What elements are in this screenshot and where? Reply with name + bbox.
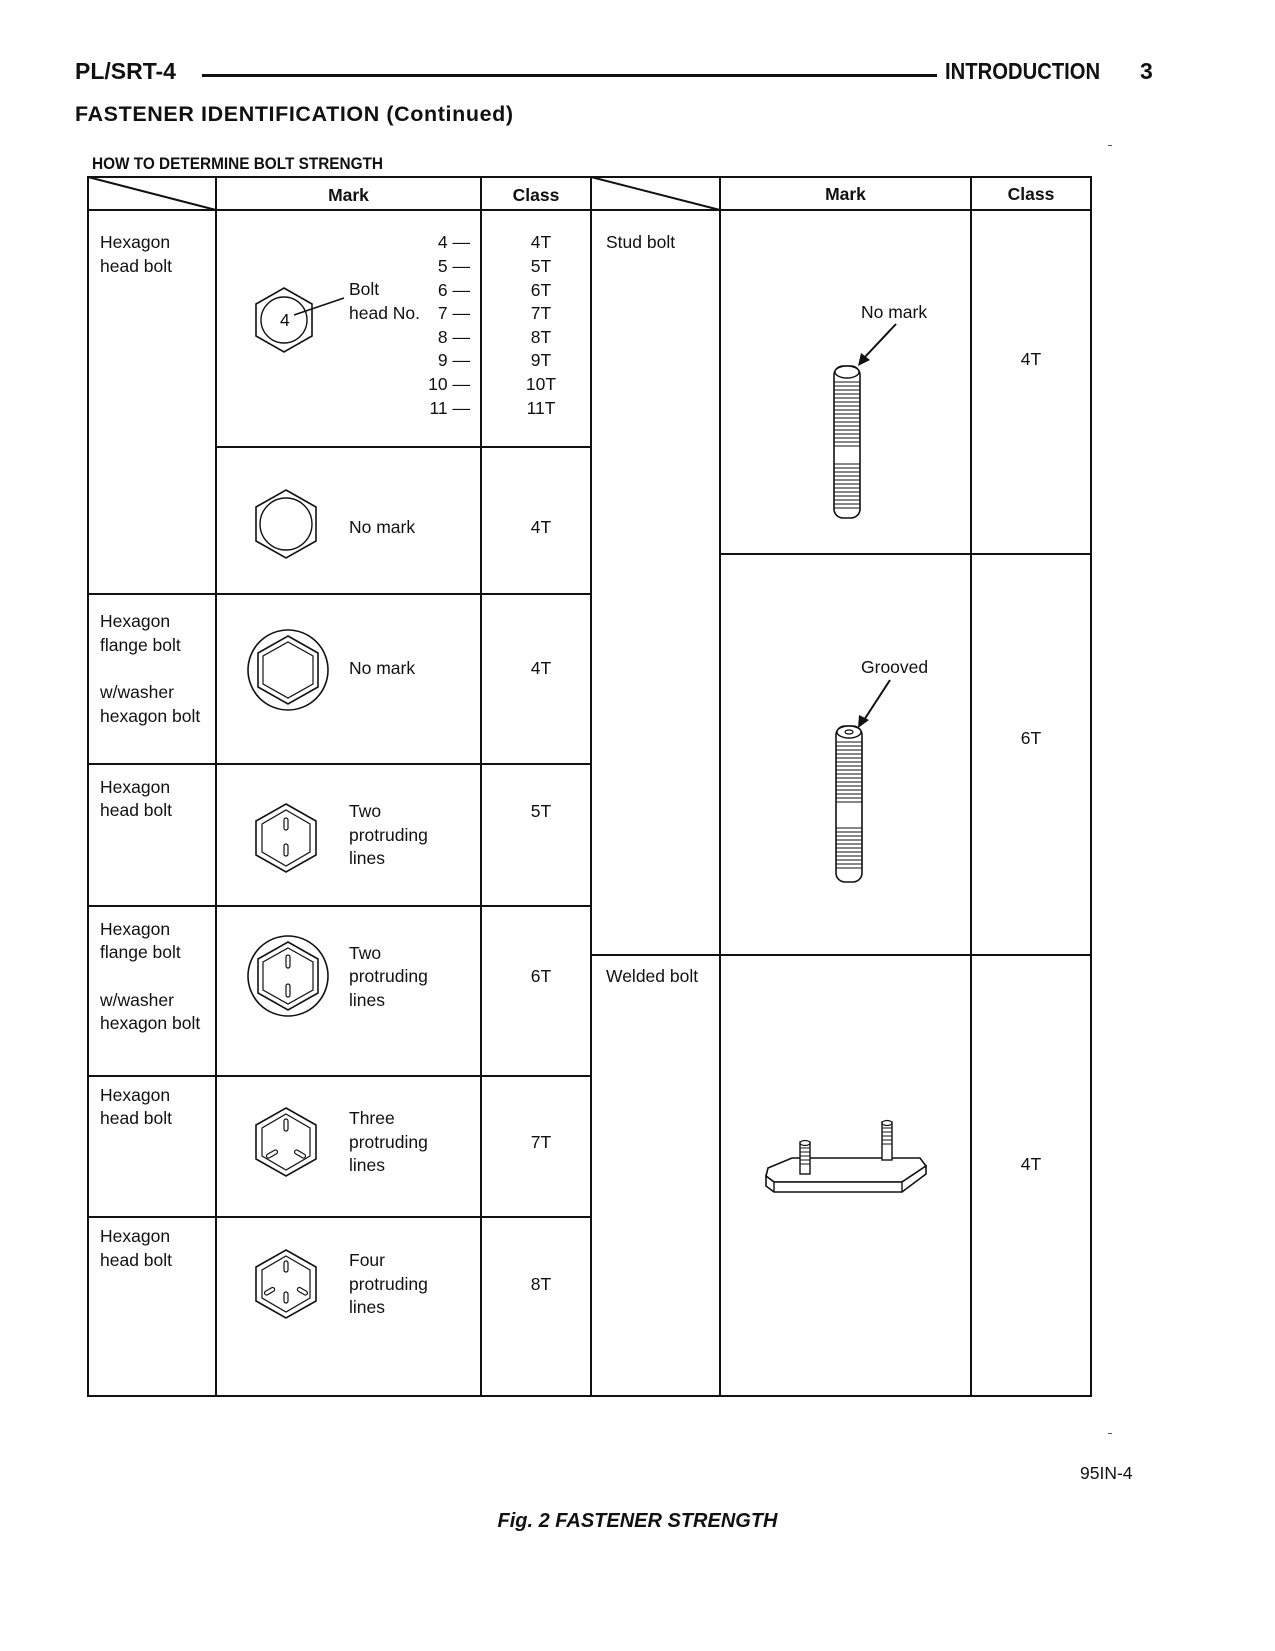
two-line-hex-head-icon [254,800,324,874]
head-number-11: 11 — [429,398,470,418]
row-3-mark-line-1: Two [349,943,382,963]
right-row-2-class: 4T [1020,1154,1042,1174]
head-class-7t: 7T [530,303,552,323]
right-row-2-type: Welded bolt [606,966,699,986]
plain-hex-head-icon [254,486,324,560]
figure-id: 95IN-4 [1080,1463,1133,1483]
row-5-mark-line-2: protruding [349,1274,428,1294]
right-row-1-mark: Grooved [861,657,929,677]
bolt-label: Bolt [349,279,380,299]
row-5-type-line-1: Hexagon [100,1226,171,1246]
row-4-type-line-1: Hexagon [100,1085,171,1105]
row-0-type-line-1: Hexagon [100,232,171,252]
stud-bolt-no-mark-icon [820,320,910,520]
row-5-mark-line-3: lines [349,1297,385,1317]
right-row-0-class: 4T [1020,349,1042,369]
row-1-type-line-2: flange bolt [100,635,181,655]
stud-bolt-grooved-icon [820,676,910,876]
head-class-5t: 5T [530,256,552,276]
head-number-9: 9 — [437,350,470,370]
page-number: 3 [1140,58,1153,84]
row-3-type-line-2: flange bolt [100,942,181,962]
row-4-class: 7T [530,1132,552,1152]
row-5-mark-line-1: Four [349,1250,385,1270]
row-5-type-line-2: head bolt [100,1250,173,1270]
four-line-hex-head-icon [254,1246,324,1320]
row-2-type-line-1: Hexagon [100,777,171,797]
row-1-type-line-4: w/washer [100,682,174,702]
row-3-class: 6T [530,966,552,986]
running-header-section: INTRODUCTION [945,58,1101,84]
row-3-type-line-4: w/washer [100,990,174,1010]
row-1-type-line-1: Hexagon [100,611,171,631]
head-class-4t: 4T [530,232,552,252]
head-class-10t: 10T [525,374,557,394]
row-4-type-line-2: head bolt [100,1108,173,1128]
row-3-mark-line-3: lines [349,990,385,1010]
right-row-1-class: 6T [1020,728,1042,748]
row-4-mark-line-1: Three [349,1108,395,1128]
section-title: FASTENER IDENTIFICATION (Continued) [75,102,514,126]
row-4-mark-line-2: protruding [349,1132,428,1152]
row-2-type-line-2: head bolt [100,800,173,820]
head-number-4: 4 — [437,232,470,252]
welded-bolt-plate-icon [762,1118,932,1208]
row-2-mark-line-3: lines [349,848,385,868]
two-line-flange-head-icon [246,934,330,1018]
header-class-left: Class [512,185,560,205]
row-3-type-line-1: Hexagon [100,919,171,939]
row-0-type-line-2: head bolt [100,256,173,276]
right-row-0-type: Stud bolt [606,232,676,252]
figure-title: HOW TO DETERMINE BOLT STRENGTH [92,155,383,173]
figure-caption: Fig. 2 FASTENER STRENGTH [497,1510,778,1532]
running-header-model: PL/SRT-4 [75,58,176,84]
row-1-type-line-5: hexagon bolt [100,706,201,726]
head-number-10: 10 — [428,374,470,394]
head-number-marker: 4 [280,310,290,330]
head-class-6t: 6T [530,280,552,300]
head-number-5: 5 — [437,256,470,276]
header-class-right: Class [1007,184,1055,204]
flange-hex-head-icon [246,628,330,712]
header-mark-right: Mark [825,184,866,204]
numbered-hex-head-icon [252,282,332,362]
row-4-mark-line-3: lines [349,1155,385,1175]
right-row-0-mark: No mark [861,302,928,322]
head-class-11t: 11T [526,398,556,418]
head-class-9t: 9T [530,350,552,370]
header-mark-left: Mark [328,185,369,205]
row-3-type-line-5: hexagon bolt [100,1013,201,1033]
row-1-class: 4T [530,658,552,678]
row-0-class: 4T [530,517,552,537]
row-2-mark-line-2: protruding [349,825,428,845]
head-number-8: 8 — [437,327,470,347]
head-no-label: head No. [349,303,421,323]
row-0-mark-text: No mark [349,517,416,537]
head-number-6: 6 — [437,280,470,300]
row-5-class: 8T [530,1274,552,1294]
three-line-hex-head-icon [254,1104,324,1178]
head-class-8t: 8T [530,327,552,347]
row-2-class: 5T [530,801,552,821]
row-2-mark-line-1: Two [349,801,382,821]
row-1-mark-text: No mark [349,658,416,678]
head-number-7: 7 — [437,303,470,323]
row-3-mark-line-2: protruding [349,966,428,986]
